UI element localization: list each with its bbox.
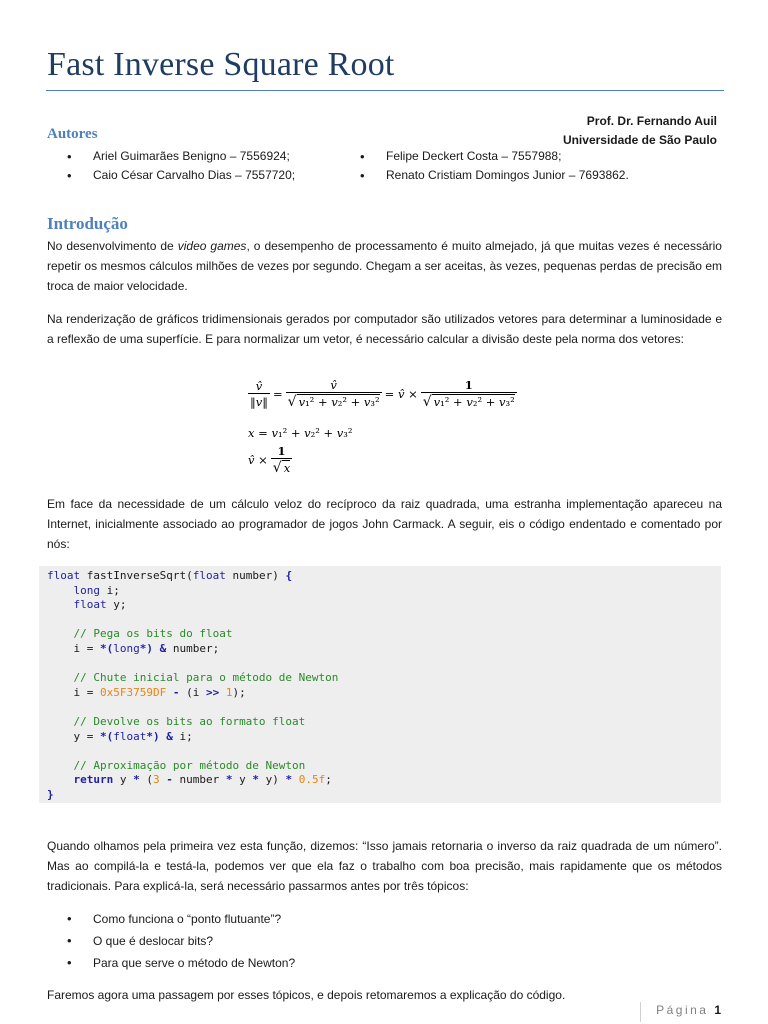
author-item: • Felipe Deckert Costa – 7557988;: [340, 147, 629, 166]
topics-list: [47, 908, 295, 974]
author-item: • Caio César Carvalho Dias – 7557720;: [47, 166, 295, 185]
authors-column-2: [340, 147, 629, 185]
intro-paragraph-5: Faremos agora uma passagem por esses tópicos, e depois retomaremos a explicação do código.: [47, 988, 566, 1002]
code-listing: float fastInverseSqrt(float number) { long i; float y; // Pega os bits do float i = *(long*) & number; // Chute inicial para o método de Newton i = 0x5F3759DF - (i >> 1); // Devolve os bits ao formato float y = *(float*) & i; // Aproximação por método de Newton return y * (3 - number * y * y) * 0.5f; }: [47, 569, 339, 801]
intro-paragraph-1: [47, 236, 722, 296]
p1-emphasis: video games: [177, 239, 247, 253]
intro-heading: Introdução: [47, 214, 128, 233]
document-title: Fast Inverse Square Root: [47, 46, 395, 83]
topic-item: • Para que serve o método de Newton?: [47, 952, 295, 974]
intro-paragraph-3: Em face da necessidade de um cálculo veloz do recíproco da raiz quadrada, uma estranha implementação apareceu na Internet, inicialmente associado ao programador de jogos John Carmack. A seguir, eis o código endentado e comentado por nós:: [47, 497, 722, 551]
p1-text-b: , o desempenho de processamento é muito almejado, já que muitas vezes é necessário repetir os mesmos cálculos milhões de vezes por segundo. Chegam a ser aceitas, às vezes, pequenas perdas de precisão em troca de maior velocidade.: [47, 239, 722, 293]
equation-x: x = v₁² + v₂² + v₃²: [248, 426, 353, 440]
page-footer: [656, 1003, 721, 1017]
code-comment: // Devolve os bits ao formato float: [73, 714, 306, 728]
professor-name: Prof. Dr. Fernando Auil: [586, 114, 717, 128]
author-item: • Renato Cristiam Domingos Junior – 7693862.: [340, 166, 629, 185]
footer-divider: [640, 1002, 641, 1022]
code-comment: // Aproximação por método de Newton: [73, 758, 306, 772]
affiliation: [563, 112, 717, 150]
topic-item: • Como funciona o “ponto flutuante”?: [47, 908, 295, 930]
authors-heading: Autores: [47, 126, 98, 142]
topic-item: • O que é deslocar bits?: [47, 930, 295, 952]
university-name: Universidade de São Paulo: [562, 133, 717, 147]
magic-constant: 0x5F3759DF: [99, 685, 167, 699]
author-item: • Ariel Guimarães Benigno – 7556924;: [47, 147, 295, 166]
p1-text-a: No desenvolvimento de: [47, 239, 178, 253]
intro-paragraph-4: Quando olhamos pela primeira vez esta função, dizemos: “Isso jamais retornaria o inverso da raiz quadrada de um número”. Mas ao compilá-la e testá-la, podemos ver que ela faz o trabalho com boa precisão, mais rapidamente que os métodos tradicionais. Para explicá-la, será necessário passarmos antes por três tópicos:: [47, 839, 722, 893]
code-comment: // Pega os bits do float: [73, 627, 233, 641]
title-rule: [46, 90, 724, 91]
equation-inverse: v̂ × $\frac{1}{√ x}$: [248, 444, 291, 476]
equation-normalize: $\frac{v̂}{‖v‖}$ = $\frac{v̂}{\text{√ v₁² + v₂² + v₃²}}$ = v̂ × $\frac{1}{\text{√ v₁² + v₂² + v₃²}}$: [250, 378, 515, 410]
page-label: Página: [656, 1003, 709, 1017]
authors-column-1: [47, 147, 295, 185]
intro-paragraph-2: Na renderização de gráficos tridimensionais gerados por computador são utilizados vetores para determinar a luminosidade e a reflexão de uma superfície. E para normalizar um vetor, é necessário calcular a divisão deste pela norma dos vetores:: [47, 312, 722, 346]
page-number: 1: [714, 1003, 721, 1017]
code-comment: // Chute inicial para o método de Newton: [73, 671, 339, 685]
code-block: [39, 566, 721, 803]
